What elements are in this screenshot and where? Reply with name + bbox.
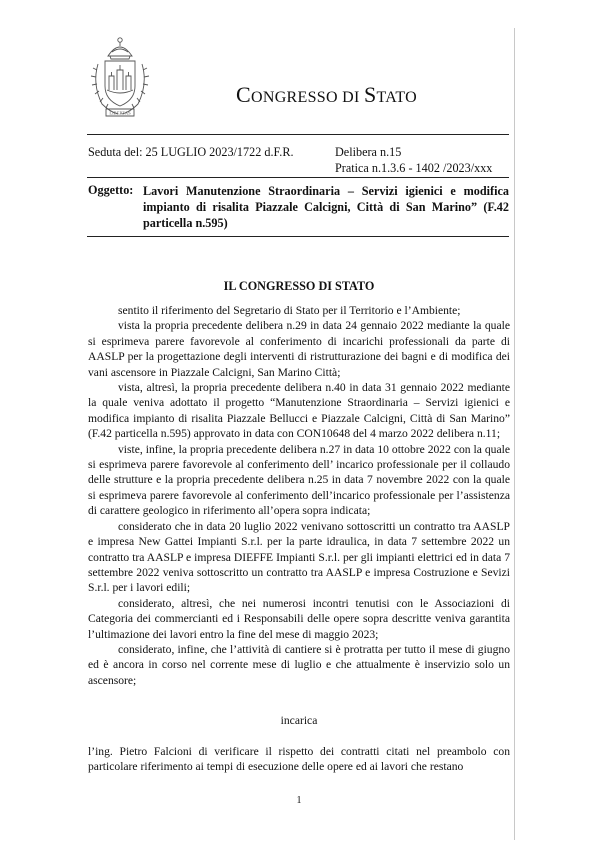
paragraph: considerato che in data 20 luglio 2022 venivano sottoscritti un contratto tra AASLP e impresa New Gattei Impianti S.r.l. per la parte idraulica, in data 7 settembre 2022 un contratto tra AASLP e impresa DIEFFE Impianti S.r.l. per gli impianti elettrici ed in data 7 settembre 2022 veniva sottoscritto un contratto tra AASLP e impresa Costruzione e Sevizi S.r.l. per i lavori edili; (88, 519, 510, 595)
pratica-number: Pratica n.1.3.6 - 1402 /2023/xxx (335, 161, 493, 175)
oggetto-text: Lavori Manutenzione Straordinaria – Servizi igienici e modifica impianto di risalita Piazzale Calcigni, Città di San Marino” (F.42 particella n.595) (143, 184, 509, 231)
header-divider (87, 134, 509, 135)
page-title: CONGRESSO DI STATO (236, 82, 417, 107)
san-marino-crest-icon (88, 32, 152, 122)
incarica-heading: incarica (280, 714, 318, 727)
page-number: 1 (296, 795, 302, 806)
preamble-body (88, 303, 510, 688)
delibera-number: Delibera n.15 (335, 145, 402, 159)
seduta-date: Seduta del: 25 LUGLIO 2023/1722 d.F.R. (88, 145, 294, 159)
paragraph: viste, infine, la propria precedente delibera n.27 in data 10 ottobre 2022 con la quale si esprimeva parere favorevole al conferimento dell’ incarico professionale per il collaudo delle strutture e la propria precedente delibera n.25 in data 7 novembre 2022 con la quale si esprimeva parere favorevole al conferimento dell’incarico professionale per l’assistenza di carattere geologico in riferimento all’opera sopra indicata; (88, 442, 510, 518)
paragraph: vista, altresì, la propria precedente delibera n.40 in data 31 gennaio 2022 mediante la quale veniva adottato il progetto “Manutenzione Straordinaria – Servizi igienici e modifica impianto di risalita Piazzale Bellucci e Piazzale Calcigni, Città di San Marino” (F.42 particella n.595) approvato in data con CON10648 del 4 marzo 2022 delibera n.11; (88, 381, 510, 441)
crest-motto: LIBERTAS (109, 110, 131, 116)
paragraph: considerato, infine, che l’attività di cantiere si è protratta per tutto il mese di giugno ed è ancora in corso nel corrente mese di luglio e che attualmente è inservizio solo un ascensore; (88, 642, 510, 687)
oggetto-label: Oggetto: (88, 183, 134, 197)
paragraph: vista la propria precedente delibera n.29 in data 24 gennaio 2022 mediante la quale si esprimeva parere favorevole al conferimento di incarichi professionali da parte di AASLP per la progettazione degli interventi di ristrutturazione dei bagni e di modifica dei vani ascensore in Piazzale Calcigni, San Marino Città; (88, 319, 510, 379)
paragraph: considerato, altresì, che nei numerosi incontri tenutisi con le Associazioni di Categoria dei commercianti ed i Responsabili delle opere sopra descritte veniva garantita l’ultimazione dei lavori entro la fine del mese di maggio 2023; (88, 596, 510, 641)
section-heading: IL CONGRESSO DI STATO (223, 279, 375, 293)
subject-divider (87, 236, 509, 237)
paragraph: sentito il riferimento del Segretario di Stato per il Territorio e l’Ambiente; (118, 304, 461, 317)
margin-rule (514, 28, 515, 840)
meta-divider (87, 177, 509, 178)
closing-paragraph: l’ing. Pietro Falcioni di verificare il rispetto dei contratti citati nel preambolo con particolare riferimento ai tempi di esecuzione delle opere ed ai lavori che restano (88, 745, 510, 774)
